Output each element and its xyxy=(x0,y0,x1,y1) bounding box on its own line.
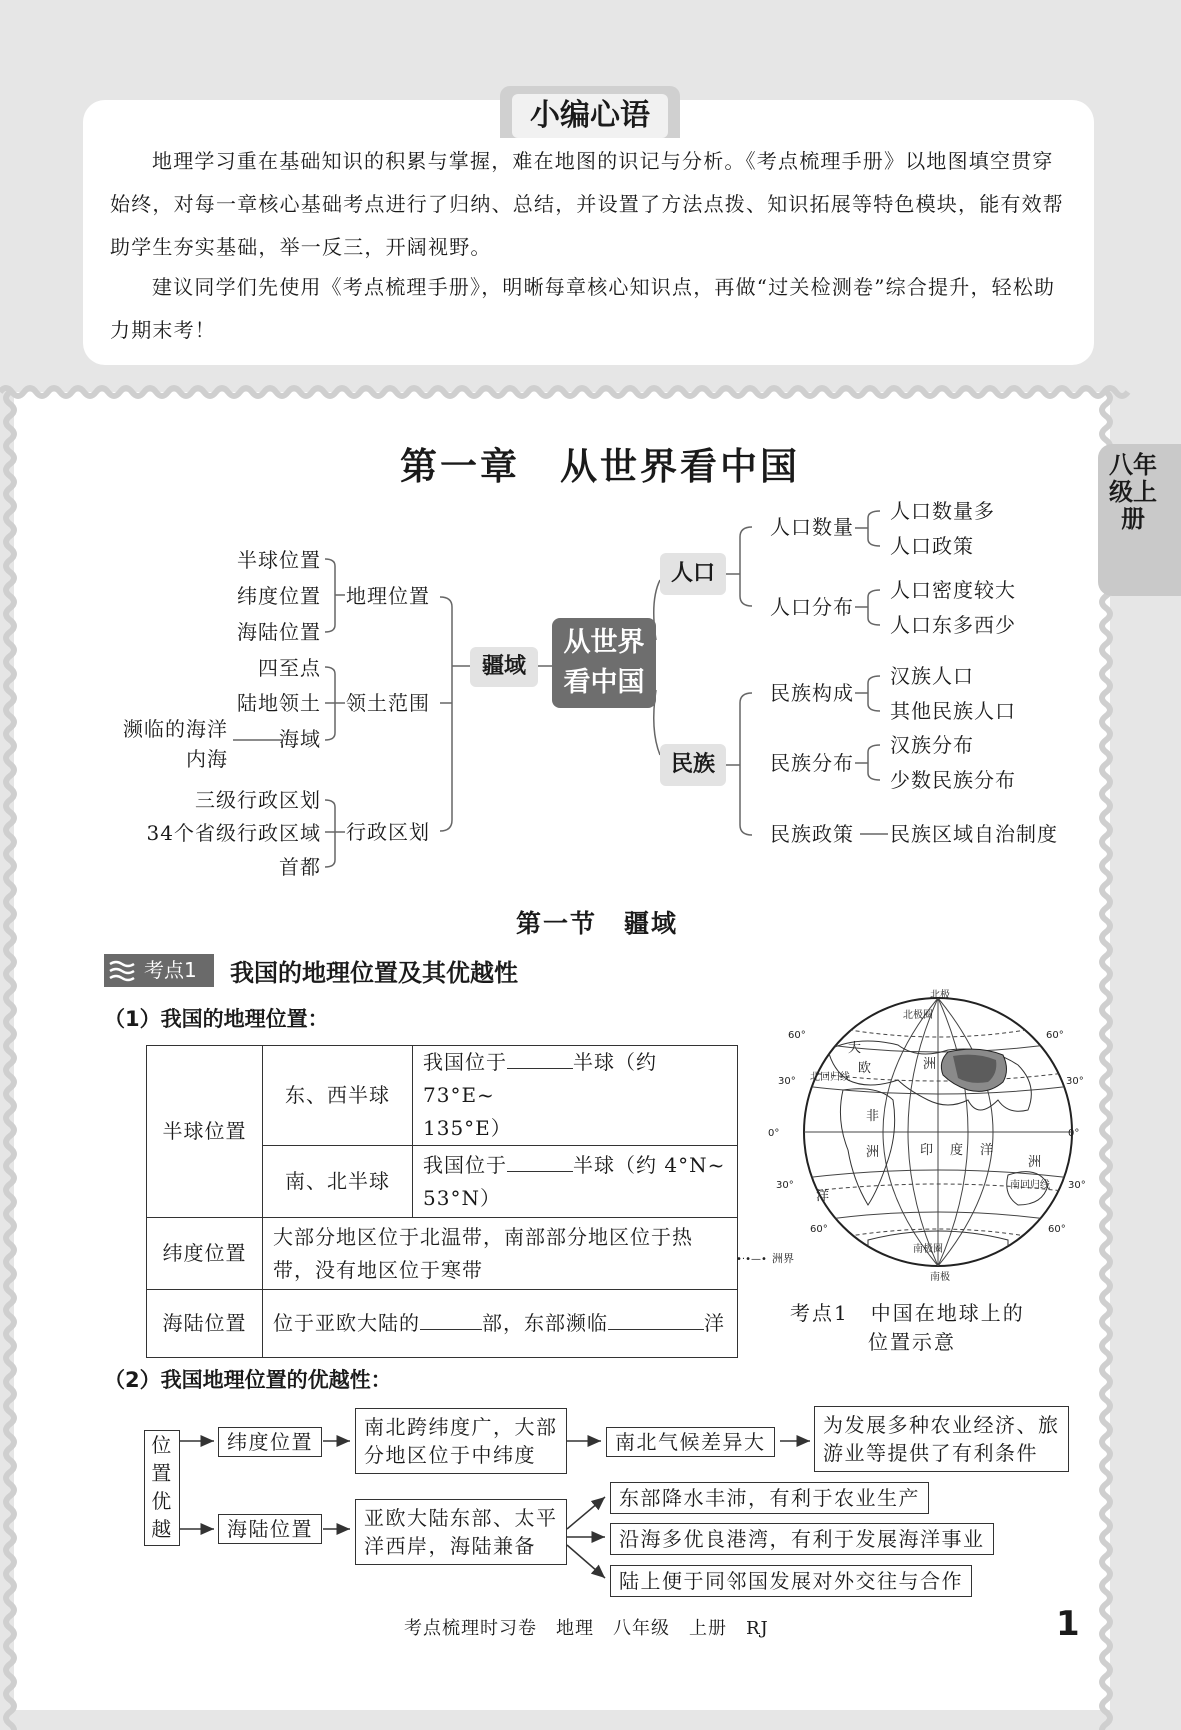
flow-text: 南北跨纬度广，大部 xyxy=(364,1415,558,1439)
chapter-title: 第一章 从世界看中国 xyxy=(400,445,800,488)
globe-label: 60° xyxy=(788,1030,806,1041)
globe-label: 洲 xyxy=(1028,1155,1042,1170)
flow-root-char: 置 xyxy=(151,1461,173,1485)
mindmap-hub-population: 人口 xyxy=(660,553,726,595)
flow-root-char: 越 xyxy=(151,1517,173,1541)
globe-label: 北极 xyxy=(930,990,950,1001)
globe-label: 印 xyxy=(920,1143,934,1158)
flow-root xyxy=(144,1430,180,1546)
flow-box-sea: 海陆位置 xyxy=(218,1514,322,1544)
globe-caption-line2: 位置示意 xyxy=(868,1330,956,1354)
mindmap-item: 汉族分布 xyxy=(890,733,974,757)
mindmap-item: 首都 xyxy=(279,855,321,879)
globe-label: 洲 xyxy=(866,1145,880,1160)
mindmap-item: 纬度位置 xyxy=(237,584,321,608)
mindmap-group-label: 行政区划 xyxy=(346,820,430,844)
mindmap-item: 海陆位置 xyxy=(237,620,321,644)
flow-box-climate: 南北气候差异大 xyxy=(606,1427,775,1457)
globe-label: 30° xyxy=(776,1180,794,1191)
mindmap-item: 四至点 xyxy=(258,656,321,680)
flow-box-sea-result-2: 沿海多优良港湾，有利于发展海洋事业 xyxy=(610,1523,994,1555)
flow-root-char: 位 xyxy=(151,1433,173,1457)
mindmap-hub-ethnic: 民族 xyxy=(660,744,726,786)
mindmap-hub-territory: 疆域 xyxy=(470,647,538,687)
flow-text: 洋西岸，海陆兼备 xyxy=(364,1534,536,1558)
mindmap-group-label: 民族构成 xyxy=(770,681,854,705)
globe-label: 非 xyxy=(866,1109,880,1124)
mindmap-item: 其他民族人口 xyxy=(890,699,1016,723)
globe-label: 南回归线 xyxy=(1010,1180,1050,1191)
grade-tab-label: 八年级上册 xyxy=(1109,451,1157,533)
table-cell: 大部分地区位于北温带，南部部分地区位于热带，没有地区位于寒带 xyxy=(263,1218,738,1290)
section-title: 第一节 疆域 xyxy=(516,909,679,938)
flow-text: 亚欧大陆东部、太平 xyxy=(364,1506,558,1530)
flow-text: 为发展多种农业经济、旅 xyxy=(823,1413,1060,1437)
mindmap-group-label: 领土范围 xyxy=(346,691,430,715)
table-cell: 海陆位置 xyxy=(147,1290,263,1358)
kaodian-badge: 考点1 xyxy=(104,954,214,987)
mindmap-item: 陆地领土 xyxy=(237,691,321,715)
mindmap-center-line: 从世界 xyxy=(563,627,645,658)
mindmap-group-label: 民族分布 xyxy=(770,751,854,775)
table-cell: 东、西半球 xyxy=(263,1046,413,1146)
flow-box-sea-result-3: 陆上便于同邻国发展对外交往与合作 xyxy=(610,1565,972,1597)
mindmap-item: 民族区域自治制度 xyxy=(890,822,1058,846)
cell-text: 半球（约 73°E~ xyxy=(423,1050,657,1107)
mindmap-center-line: 看中国 xyxy=(563,667,645,698)
cell-text: 我国位于 xyxy=(423,1152,507,1177)
globe-caption-line1: 考点1 中国在地球上的 xyxy=(790,1301,1025,1325)
intro-title: 小编心语 xyxy=(512,94,668,138)
cell-text: 我国位于 xyxy=(423,1050,507,1074)
flow-text: 分地区位于中纬度 xyxy=(364,1443,536,1467)
mindmap-item: 汉族人口 xyxy=(890,664,974,688)
cell-text: 135°E） xyxy=(423,1116,512,1140)
table-cell: 半球位置 xyxy=(147,1046,263,1218)
flow-box-latitude: 纬度位置 xyxy=(218,1427,322,1457)
mindmap-item: 海域 xyxy=(279,727,321,751)
globe-label: 北回归线 xyxy=(810,1072,850,1083)
globe-label: 洋 xyxy=(816,1189,830,1204)
globe-label: 欧 xyxy=(858,1061,872,1076)
mindmap-subitem: 濒临的海洋 xyxy=(123,717,228,741)
kaodian-title: 我国的地理位置及其优越性 xyxy=(230,959,518,987)
intro-paragraph-2: 建议同学们先使用《考点梳理手册》，明晰每章核心知识点，再做“过关检测卷”综合提升，轻松助力期末考！ xyxy=(110,275,1056,342)
globe-label: 0° xyxy=(768,1128,780,1139)
flow-box-sea-result-1: 东部降水丰沛，有利于农业生产 xyxy=(610,1482,929,1514)
intro-paragraph-1: 地理学习重在基础知识的积累与掌握，难在地图的识记与分析。《考点梳理手册》以地图填空贯穿始终，对每一章核心基础考点进行了归纳、总结，并设置了方法点拨、知识拓展等特色模块，能有效帮助学生夯实基础，举一反三，开阔视野。 xyxy=(110,149,1064,259)
globe-label: 60° xyxy=(1046,1030,1064,1041)
cell-text: 部，东部濒临 xyxy=(482,1311,608,1335)
globe-label: 30° xyxy=(1066,1076,1084,1087)
globe-label: 30° xyxy=(1068,1180,1086,1191)
flow-text: 游业等提供了有利条件 xyxy=(823,1441,1038,1465)
globe-label: 洋 xyxy=(980,1143,994,1158)
globe-label: 大 xyxy=(848,1041,862,1056)
page-number: 1 xyxy=(1056,1604,1080,1644)
cell-text: 半球（约 4°N~ xyxy=(573,1152,726,1177)
table-cell: 纬度位置 xyxy=(147,1218,263,1290)
mindmap-item: 少数民族分布 xyxy=(890,768,1016,792)
subheading-location: （1）我国的地理位置： xyxy=(104,1007,329,1031)
flow-root-char: 优 xyxy=(151,1489,173,1513)
mindmap-item: 34个省级行政区域 xyxy=(146,821,321,845)
globe-label: 60° xyxy=(1048,1224,1066,1235)
globe-label: 北极圈 xyxy=(903,1010,933,1021)
cell-text: 53°N） xyxy=(423,1185,501,1210)
legend-label: 洲界 xyxy=(772,1252,794,1265)
globe-label: 洲 xyxy=(923,1057,937,1072)
mindmap-item: 人口政策 xyxy=(890,534,974,558)
mindmap-item: 半球位置 xyxy=(237,548,321,572)
mindmap-group-label: 地理位置 xyxy=(346,584,430,608)
flow-box-latitude-desc xyxy=(355,1408,567,1474)
footer-text: 考点梳理时习卷 地理 八年级 上册 RJ xyxy=(404,1618,769,1639)
globe-label: 南极 xyxy=(930,1272,950,1283)
mindmap-group-label: 民族政策 xyxy=(770,822,854,846)
mindmap-group-label: 人口分布 xyxy=(770,595,854,619)
mindmap-item: 人口数量多 xyxy=(890,499,995,523)
mindmap-item: 人口密度较大 xyxy=(890,578,1016,602)
globe-label: 30° xyxy=(778,1076,796,1087)
mindmap-group-label: 人口数量 xyxy=(770,515,854,539)
mindmap-subitem: 内海 xyxy=(186,747,228,771)
globe-label: 60° xyxy=(810,1224,828,1235)
cell-text: 位于亚欧大陆的 xyxy=(273,1311,420,1335)
cell-text: 洋 xyxy=(704,1311,725,1335)
svg-text:•·•—•: •·•—• xyxy=(736,1254,767,1265)
flow-box-lat-result xyxy=(814,1406,1069,1472)
globe-label: 0° xyxy=(1068,1128,1080,1139)
mindmap-item: 三级行政区划 xyxy=(195,788,321,812)
subheading-advantages: （2）我国地理位置的优越性： xyxy=(104,1368,392,1392)
flow-box-sea-desc xyxy=(355,1499,567,1565)
table-cell: 南、北半球 xyxy=(263,1146,413,1218)
globe-label: 度 xyxy=(950,1143,964,1158)
globe-label: 南极圈 xyxy=(913,1244,943,1255)
mindmap-item: 人口东多西少 xyxy=(890,613,1016,637)
